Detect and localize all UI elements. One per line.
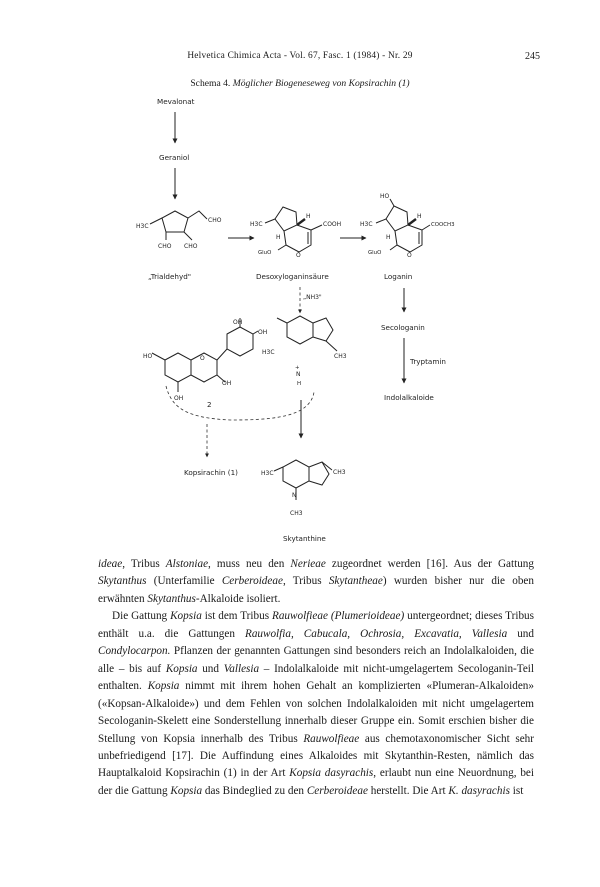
italic-text-run: Kopsia xyxy=(170,610,202,623)
text-run: zugeordnet werden [16]. Aus der Gattung xyxy=(325,558,534,570)
italic-text-run: Rauwolfieae (Plumerioideae) xyxy=(272,610,405,623)
label-desoxyloganinsaeure: Desoxyloganinsäure xyxy=(256,272,329,281)
italic-text-run: Cerberoideae xyxy=(221,575,283,588)
svg-text:H3C: H3C xyxy=(261,470,274,477)
text-run: Die Gattung xyxy=(112,610,171,623)
italic-text-run: Kopsia xyxy=(147,680,180,693)
text-run: aus chemotaxonomischer Sicht sehr unbefriedigend [17]. Die Auffindung eines Alkaloides mit Skytanthin-Resten, nämlich das Hauptalkaloid Kopsirachin (1) in der Art xyxy=(98,732,534,780)
text-run: herstellt. Die Art xyxy=(367,784,449,797)
structure-pyridinium-intermediate xyxy=(262,316,347,387)
svg-text:CH3: CH3 xyxy=(290,510,303,517)
svg-text:COOCH3: COOCH3 xyxy=(431,222,455,228)
italic-text-run: Kopsia xyxy=(170,784,203,797)
label-secologanin: Secologanin xyxy=(381,323,425,332)
italic-text-run: Vallesia xyxy=(223,662,260,675)
svg-text:N: N xyxy=(292,492,297,499)
label-mevalonat: Mevalonat xyxy=(157,97,195,106)
text-run: (Unterfamilie xyxy=(146,575,222,588)
svg-text:H: H xyxy=(297,381,302,387)
paragraph-1 xyxy=(98,556,534,608)
italic-text-run: Rauwolfieae xyxy=(303,732,360,745)
svg-text:CHO: CHO xyxy=(208,217,222,224)
label-nh3: „NH3" xyxy=(303,294,322,301)
text-run: und xyxy=(197,662,224,675)
svg-text:H3C: H3C xyxy=(136,223,149,230)
text-run: -Alkaloide isoliert. xyxy=(195,592,281,605)
svg-text:H3C: H3C xyxy=(250,221,263,228)
svg-text:HO: HO xyxy=(143,353,153,360)
svg-text:H: H xyxy=(276,234,281,241)
italic-text-run: ideae xyxy=(98,558,123,570)
svg-text:H3C: H3C xyxy=(360,221,373,228)
scheme-caption-title: Möglicher Biogeneseweg von Kopsirachin (1) xyxy=(232,78,410,89)
label-skytanthine: Skytanthine xyxy=(283,534,326,543)
journal-title: Helvetica Chimica Acta - Vol. 67, Fasc. 1 (1984) - Nr. 29 xyxy=(187,51,413,61)
italic-text-run: Kopsia xyxy=(165,662,198,675)
text-run: das Bindeglied zu den xyxy=(202,784,307,797)
label-indolalkaloide: Indolalkaloide xyxy=(384,393,434,402)
svg-text:O: O xyxy=(200,355,205,362)
text-run: ) wurden bisher nur die oben erwähnten xyxy=(98,575,534,605)
label-trialdehyd: „Trialdehyd" xyxy=(148,272,192,281)
scheme-caption-label: Schema 4. xyxy=(190,78,231,89)
italic-text-run: Skytanthus xyxy=(98,575,147,588)
italic-text-run: Cerberoideae xyxy=(306,784,368,797)
italic-text-run: Nerieae xyxy=(290,558,326,570)
svg-text:OH: OH xyxy=(233,319,243,326)
text-run: ist dem Tribus xyxy=(201,610,272,623)
structure-desoxyloganinsaeure xyxy=(250,207,341,259)
svg-text:H: H xyxy=(417,213,422,220)
label-geraniol: Geraniol xyxy=(159,153,190,162)
italic-text-run: Skytanthus xyxy=(147,592,196,605)
text-run: ist xyxy=(509,784,524,797)
body-text xyxy=(98,556,534,800)
text-run: untergeordnet; dieses Tribus enthält u.a. die Gattungen xyxy=(98,610,534,640)
svg-text:CHO: CHO xyxy=(158,243,172,250)
structure-trialdehyd xyxy=(136,211,222,250)
italic-text-run: K. dasyrachis xyxy=(448,784,510,797)
label-tryptamin: Tryptamin xyxy=(410,357,446,366)
dashed-linkage-curve xyxy=(166,386,314,420)
italic-text-run: Alstoniae xyxy=(165,558,209,570)
svg-text:H: H xyxy=(386,234,391,241)
structure-compound-2 xyxy=(143,318,267,402)
label-kopsirachin: Kopsirachin (1) xyxy=(184,468,238,477)
svg-text:+: + xyxy=(295,365,300,371)
svg-text:OH: OH xyxy=(258,329,268,336)
svg-text:GluO: GluO xyxy=(258,250,272,256)
page-number: 245 xyxy=(525,51,540,62)
text-run: nimmt mit ihrem hohen Gehalt an komplizierten «Plumeran-Alkaloiden» («Kopsan-Alkaloide») und dem Fehlen von solchen Indolalkaloiden mit nicht umgelagertem Secologanin-Skelett eine Sonderstellung innerhalb dieser Gruppe ein. Somit erschien bisher die Stellung von Kopsia innerhalb des Tribus xyxy=(98,680,534,745)
text-run: , Tribus xyxy=(122,558,166,570)
italic-text-run: Skytantheae xyxy=(328,575,383,588)
italic-text-run: Rauwolfia, Cabucala, Ochrosia, Excavatia, Vallesia xyxy=(244,627,508,640)
label-loganin: Loganin xyxy=(384,272,413,281)
svg-text:CH3: CH3 xyxy=(333,469,346,476)
svg-text:H3C: H3C xyxy=(262,349,275,356)
svg-text:OH: OH xyxy=(222,380,232,387)
svg-text:COOH: COOH xyxy=(323,221,342,228)
svg-text:O: O xyxy=(296,252,301,259)
text-run: , Tribus xyxy=(282,575,329,588)
label-compound-2: 2 xyxy=(207,400,212,409)
svg-text:HO: HO xyxy=(380,193,390,200)
svg-text:H: H xyxy=(306,213,311,220)
svg-text:O: O xyxy=(407,252,412,259)
structure-loganin xyxy=(360,193,455,259)
paragraph-2 xyxy=(98,608,534,800)
text-run: , erlaubt nun eine Neuordnung, bei der die Gattung xyxy=(98,767,534,797)
svg-text:CHO: CHO xyxy=(184,243,198,250)
svg-text:CH3: CH3 xyxy=(334,353,347,360)
text-run: , muss neu den xyxy=(208,558,291,570)
svg-text:N: N xyxy=(296,371,301,378)
text-run: – Indolalkaloide mit nicht-umgelagertem Secologanin-Teil enthalten. xyxy=(98,662,535,693)
svg-text:GluO: GluO xyxy=(368,250,382,256)
italic-text-run: Condylocarpon. xyxy=(98,645,171,658)
text-run: und xyxy=(507,627,534,640)
text-run: Pflanzen der genannten Gattungen sind besonders reich an Indolalkaloiden, die alle – bis auf xyxy=(98,645,534,675)
italic-text-run: Kopsia dasyrachis xyxy=(289,767,374,780)
svg-text:OH: OH xyxy=(174,395,184,402)
structure-skytanthine xyxy=(261,460,346,517)
